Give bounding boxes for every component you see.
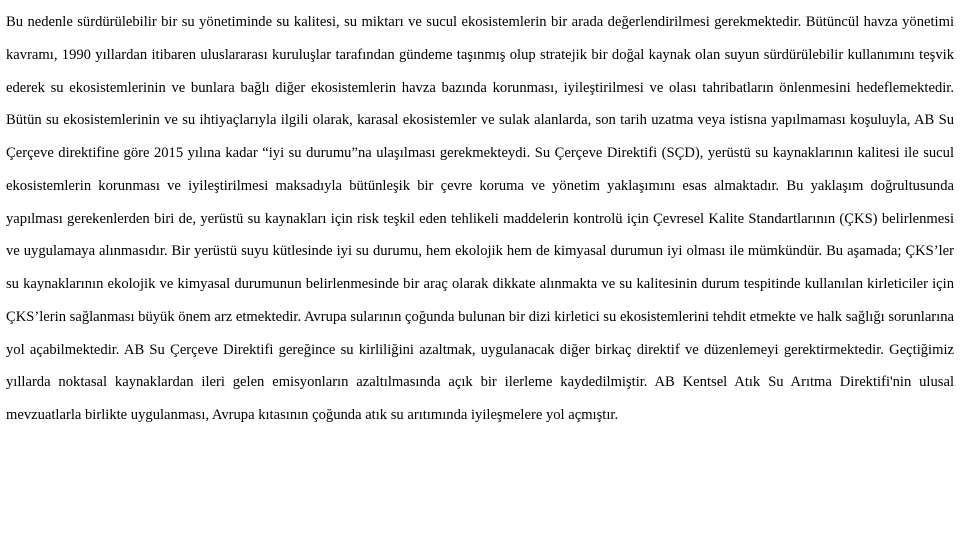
document-page: [6, 6, 954, 534]
body-paragraph: Bu nedenle sürdürülebilir bir su yönetiminde su kalitesi, su miktarı ve sucul ekosistemlerin bir arada değerlendirilmesi gerekmektedir. Bütüncül havza yönetimi kavramı, 1990 yıllardan itibaren uluslararası kuruluşlar tarafından gündeme taşınmış olup stratejik bir doğal kaynak olan suyun sürdürülebilir kullanımını teşvik ederek su ekosistemlerinin ve bunlara bağlı diğer ekosistemlerin havza bazında korunması, iyileştirilmesi ve olası tahribatların önlenmesini hedeflemektedir. Bütün su ekosistemlerinin ve su ihtiyaçlarıyla ilgili olarak, karasal ekosistemler ve sulak alanlarda, son tarih uzatma veya istisna yapılmaması koşuluyla, AB Su Çerçeve direktifine göre 2015 yılına kadar “iyi su durumu”na ulaşılması gerekmekteydi. Su Çerçeve Direktifi (SÇD), yerüstü su kaynaklarının kalitesi ile sucul ekosistemlerin korunması ve iyileştirilmesi maksadıyla bütünleşik bir çevre koruma ve yönetim yaklaşımını esas almaktadır. Bu yaklaşım doğrultusunda yapılması gerekenlerden biri de, yerüstü su kaynakları için risk teşkil eden tehlikeli maddelerin kontrolü için Çevresel Kalite Standartlarının (ÇKS) belirlenmesi ve uygulamaya alınmasıdır. Bir yerüstü suyu kütlesinde iyi su durumu, hem ekolojik hem de kimyasal durumun iyi olması ile mümkündür. Bu aşamada; ÇKS’ler su kaynaklarının ekolojik ve kimyasal durumunun belirlenmesinde bir araç olarak dikkate alınmakta ve su kalitesinin durum tespitinde kullanılan kirleticiler için ÇKS’lerin sağlanması büyük önem arz etmektedir. Avrupa sularının çoğunda bulunan bir dizi kirletici su ekosistemlerini tehdit etmekte ve halk sağlığı sorunlarına yol açabilmektedir. AB Su Çerçeve Direktifi gereğince su kirliliğini azaltmak, uygulanacak diğer birkaç direktif ve düzenlemeyi gerektirmektedir. Geçtiğimiz yıllarda noktasal kaynaklardan ileri gelen emisyonların azaltılmasında açık bir ilerleme kaydedilmiştir. AB Kentsel Atık Su Arıtma Direktifi'nin ulusal mevzuatlarla birlikte uygulanması, Avrupa kıtasının çoğunda atık su arıtımında iyileşmelere yol açmıştır.: [6, 14, 954, 423]
